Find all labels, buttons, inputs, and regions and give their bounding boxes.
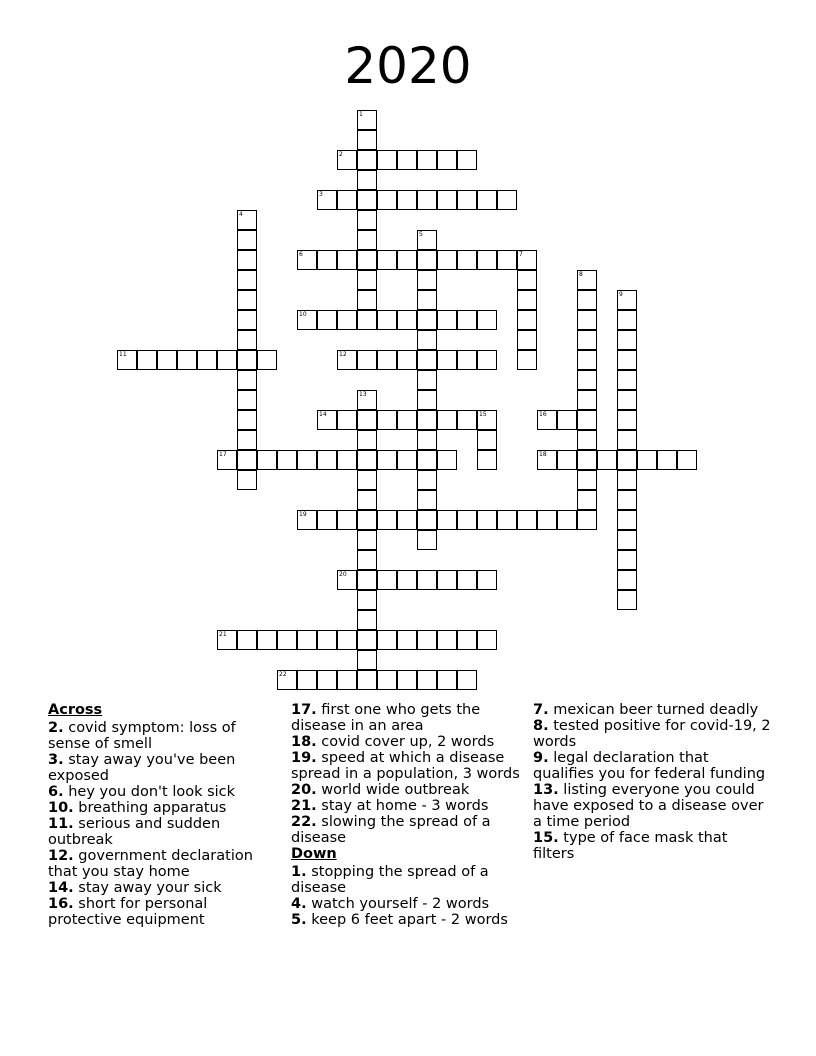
grid-cell[interactable] — [477, 350, 497, 370]
grid-cell[interactable] — [197, 350, 217, 370]
clue-across-14: 14. stay away your sick — [48, 880, 222, 896]
grid-cell[interactable] — [397, 670, 417, 690]
clue-down-7: 7. mexican beer turned deadly — [533, 702, 759, 718]
grid-cell[interactable] — [417, 410, 437, 430]
grid-cell[interactable] — [417, 510, 437, 530]
cell-number: 13 — [359, 391, 367, 398]
clue-down-13: 13. listing everyone you could have exposed to a disease over a time period — [533, 782, 764, 830]
grid-cell[interactable] — [577, 470, 597, 490]
clues-column-1 — [48, 702, 276, 928]
grid-cell[interactable] — [397, 510, 417, 530]
grid-cell[interactable] — [517, 290, 537, 310]
grid-cell[interactable] — [417, 190, 437, 210]
grid-cell[interactable] — [297, 450, 317, 470]
clue-across-3: 3. stay away you've been exposed — [48, 752, 236, 784]
grid-cell[interactable] — [257, 630, 277, 650]
grid-cell[interactable] — [397, 310, 417, 330]
grid-cell[interactable] — [337, 250, 357, 270]
grid-cell[interactable] — [237, 430, 257, 450]
grid-cell[interactable] — [437, 450, 457, 470]
grid-cell[interactable] — [437, 310, 457, 330]
grid-cell[interactable] — [617, 430, 637, 450]
grid-cell[interactable] — [377, 250, 397, 270]
cell-number: 5 — [419, 231, 423, 238]
clue-down-5: 5. keep 6 feet apart - 2 words — [291, 912, 508, 928]
grid-cell[interactable] — [457, 670, 477, 690]
grid-cell[interactable] — [357, 270, 377, 290]
grid-cell[interactable] — [477, 510, 497, 530]
grid-cell[interactable] — [437, 570, 457, 590]
cell-number: 19 — [299, 511, 307, 518]
grid-cell[interactable] — [417, 270, 437, 290]
grid-cell[interactable] — [237, 450, 257, 470]
grid-cell[interactable] — [417, 430, 437, 450]
grid-cell[interactable] — [337, 630, 357, 650]
clue-across-16: 16. short for personal protective equipment — [48, 896, 208, 928]
grid-cell[interactable] — [397, 350, 417, 370]
puzzle-title: 2020 — [344, 37, 472, 95]
cell-number: 22 — [279, 671, 287, 678]
cell-number: 1 — [359, 111, 363, 118]
grid-cell[interactable] — [277, 450, 297, 470]
grid-cell[interactable] — [357, 670, 377, 690]
grid-cell[interactable] — [117, 350, 137, 370]
grid-cell[interactable] — [517, 310, 537, 330]
grid-cell[interactable] — [417, 530, 437, 550]
grid-cell[interactable] — [457, 310, 477, 330]
grid-cell[interactable] — [377, 190, 397, 210]
grid-cell[interactable] — [477, 630, 497, 650]
grid-cell[interactable] — [397, 190, 417, 210]
grid-cell[interactable] — [617, 350, 637, 370]
grid-cell[interactable] — [457, 150, 477, 170]
grid-cell[interactable] — [357, 530, 377, 550]
grid-cell[interactable] — [437, 150, 457, 170]
grid-cell[interactable] — [317, 510, 337, 530]
grid-cell[interactable] — [397, 410, 417, 430]
clue-across-17: 17. first one who gets the disease in an area — [291, 702, 481, 734]
grid-cell[interactable] — [477, 430, 497, 450]
grid-cell[interactable] — [317, 310, 337, 330]
grid-cell[interactable] — [357, 110, 377, 130]
grid-cell[interactable] — [457, 190, 477, 210]
grid-cell[interactable] — [357, 590, 377, 610]
cell-number: 4 — [239, 211, 243, 218]
cell-number: 7 — [519, 251, 523, 258]
grid-cell[interactable] — [397, 250, 417, 270]
grid-cell[interactable] — [617, 510, 637, 530]
grid-cell[interactable] — [237, 290, 257, 310]
grid-cell[interactable] — [577, 330, 597, 350]
clue-down-8: 8. tested positive for covid-19, 2 words — [533, 718, 771, 750]
grid-cell[interactable] — [437, 250, 457, 270]
cell-number: 2 — [339, 151, 343, 158]
cell-number: 17 — [219, 451, 227, 458]
grid-cell[interactable] — [357, 350, 377, 370]
grid-cell[interactable] — [417, 370, 437, 390]
grid-cell[interactable] — [557, 450, 577, 470]
cell-number: 21 — [219, 631, 227, 638]
grid-cell[interactable] — [317, 410, 337, 430]
grid-cell[interactable] — [237, 210, 257, 230]
grid-cell[interactable] — [337, 570, 357, 590]
grid-cell[interactable] — [677, 450, 697, 470]
grid-cell[interactable] — [617, 290, 637, 310]
grid-cell[interactable] — [397, 570, 417, 590]
grid-cell[interactable] — [477, 410, 497, 430]
grid-cell[interactable] — [217, 350, 237, 370]
grid-cell[interactable] — [617, 330, 637, 350]
grid-cell[interactable] — [617, 470, 637, 490]
grid-cell[interactable] — [617, 570, 637, 590]
grid-cell[interactable] — [397, 150, 417, 170]
clue-across-20: 20. world wide outbreak — [291, 782, 470, 798]
cell-number: 9 — [619, 291, 623, 298]
grid-cell[interactable] — [437, 190, 457, 210]
grid-cell[interactable] — [157, 350, 177, 370]
grid-cell[interactable] — [357, 650, 377, 670]
down-heading: Down — [291, 846, 337, 862]
clue-across-18: 18. covid cover up, 2 words — [291, 734, 495, 750]
cell-number: 18 — [539, 451, 547, 458]
grid-cell[interactable] — [237, 230, 257, 250]
grid-cell[interactable] — [477, 250, 497, 270]
grid-cell[interactable] — [357, 610, 377, 630]
clue-across-19: 19. speed at which a disease spread in a population, 3 words — [291, 750, 520, 782]
grid-cell[interactable] — [657, 450, 677, 470]
grid-cell[interactable] — [457, 510, 477, 530]
grid-cell[interactable] — [217, 630, 237, 650]
grid-cell[interactable] — [577, 370, 597, 390]
clue-down-9: 9. legal declaration that qualifies you for federal funding — [533, 750, 766, 782]
across-heading: Across — [48, 702, 103, 718]
grid-cell[interactable] — [617, 550, 637, 570]
grid-cell[interactable] — [277, 630, 297, 650]
grid-cell[interactable] — [457, 350, 477, 370]
cell-number: 15 — [479, 411, 487, 418]
grid-cell[interactable] — [617, 410, 637, 430]
grid-cell[interactable] — [317, 250, 337, 270]
grid-cell[interactable] — [297, 670, 317, 690]
cell-number: 3 — [319, 191, 323, 198]
cell-number: 14 — [319, 411, 327, 418]
clue-across-21: 21. stay at home - 3 words — [291, 798, 489, 814]
grid-cell[interactable] — [617, 490, 637, 510]
grid-cell[interactable] — [357, 250, 377, 270]
grid-cell[interactable] — [577, 510, 597, 530]
grid-cell[interactable] — [357, 390, 377, 410]
grid-cell[interactable] — [577, 270, 597, 290]
grid-cell[interactable] — [417, 330, 437, 350]
grid-cell[interactable] — [357, 450, 377, 470]
grid-cell[interactable] — [337, 150, 357, 170]
grid-cell[interactable] — [617, 590, 637, 610]
grid-cell[interactable] — [417, 150, 437, 170]
grid-cell[interactable] — [417, 490, 437, 510]
grid-cell[interactable] — [417, 450, 437, 470]
grid-cell[interactable] — [417, 390, 437, 410]
grid-cell[interactable] — [617, 310, 637, 330]
grid-cell[interactable] — [317, 450, 337, 470]
clues-column-3 — [533, 702, 773, 862]
grid-cell[interactable] — [357, 310, 377, 330]
grid-cell[interactable] — [537, 510, 557, 530]
grid-cell[interactable] — [217, 450, 237, 470]
grid-cell[interactable] — [417, 670, 437, 690]
grid-cell[interactable] — [137, 350, 157, 370]
grid-cell[interactable] — [357, 130, 377, 150]
grid-cell[interactable] — [237, 410, 257, 430]
grid-cell[interactable] — [417, 630, 437, 650]
grid-cell[interactable] — [377, 150, 397, 170]
grid-cell[interactable] — [377, 410, 397, 430]
grid-cell[interactable] — [457, 250, 477, 270]
grid-cell[interactable] — [297, 510, 317, 530]
grid-cell[interactable] — [237, 350, 257, 370]
grid-cell[interactable] — [337, 450, 357, 470]
grid-cell[interactable] — [617, 450, 637, 470]
clue-down-1: 1. stopping the spread of a disease — [291, 864, 489, 896]
grid-cell[interactable] — [497, 250, 517, 270]
clue-across-2: 2. covid symptom: loss of sense of smell — [48, 720, 236, 752]
grid-cell[interactable] — [417, 250, 437, 270]
grid-cell[interactable] — [437, 510, 457, 530]
grid-cell[interactable] — [637, 450, 657, 470]
grid-cell[interactable] — [557, 410, 577, 430]
grid-cell[interactable] — [377, 670, 397, 690]
grid-cell[interactable] — [417, 230, 437, 250]
grid-cell[interactable] — [237, 630, 257, 650]
clue-across-11: 11. serious and sudden outbreak — [48, 816, 221, 848]
grid-cell[interactable] — [257, 450, 277, 470]
grid-cell[interactable] — [377, 350, 397, 370]
grid-cell[interactable] — [277, 670, 297, 690]
grid-cell[interactable] — [357, 290, 377, 310]
grid-cell[interactable] — [537, 410, 557, 430]
grid-cell[interactable] — [357, 170, 377, 190]
grid-cell[interactable] — [497, 510, 517, 530]
grid-cell[interactable] — [537, 450, 557, 470]
grid-cell[interactable] — [237, 330, 257, 350]
grid-cell[interactable] — [437, 670, 457, 690]
clue-down-15: 15. type of face mask that filters — [533, 830, 728, 862]
grid-cell[interactable] — [577, 390, 597, 410]
grid-cell[interactable] — [337, 190, 357, 210]
grid-cell[interactable] — [477, 570, 497, 590]
grid-cell[interactable] — [237, 370, 257, 390]
grid-cell[interactable] — [577, 290, 597, 310]
grid-cell[interactable] — [497, 190, 517, 210]
grid-cell[interactable] — [577, 430, 597, 450]
grid-cell[interactable] — [337, 670, 357, 690]
grid-cell[interactable] — [517, 250, 537, 270]
grid-cell[interactable] — [237, 470, 257, 490]
grid-cell[interactable] — [577, 410, 597, 430]
cell-number: 6 — [299, 251, 303, 258]
grid-cell[interactable] — [437, 410, 457, 430]
grid-cell[interactable] — [417, 290, 437, 310]
grid-cell[interactable] — [577, 450, 597, 470]
grid-cell[interactable] — [617, 370, 637, 390]
cell-number: 10 — [299, 311, 307, 318]
clue-across-6: 6. hey you don't look sick — [48, 784, 236, 800]
grid-cell[interactable] — [317, 630, 337, 650]
grid-cell[interactable] — [477, 310, 497, 330]
clue-across-10: 10. breathing apparatus — [48, 800, 227, 816]
grid-cell[interactable] — [357, 230, 377, 250]
grid-cell[interactable] — [437, 630, 457, 650]
grid-cell[interactable] — [477, 450, 497, 470]
clue-down-4: 4. watch yourself - 2 words — [291, 896, 490, 912]
grid-cell[interactable] — [357, 630, 377, 650]
grid-cell[interactable] — [357, 210, 377, 230]
grid-cell[interactable] — [457, 410, 477, 430]
cell-number: 16 — [539, 411, 547, 418]
grid-cell[interactable] — [597, 450, 617, 470]
grid-cell[interactable] — [337, 510, 357, 530]
grid-cell[interactable] — [357, 150, 377, 170]
clues-column-2 — [291, 702, 527, 928]
grid-cell[interactable] — [297, 630, 317, 650]
grid-cell[interactable] — [357, 550, 377, 570]
grid-cell[interactable] — [317, 190, 337, 210]
cell-number: 20 — [339, 571, 347, 578]
grid-cell[interactable] — [517, 330, 537, 350]
grid-cell[interactable] — [177, 350, 197, 370]
grid-cell[interactable] — [357, 490, 377, 510]
grid-cell[interactable] — [577, 310, 597, 330]
grid-cell[interactable] — [417, 350, 437, 370]
grid-cell[interactable] — [357, 430, 377, 450]
grid-cell[interactable] — [457, 630, 477, 650]
grid-cell[interactable] — [617, 530, 637, 550]
cell-number: 11 — [119, 351, 127, 358]
clue-across-22: 22. slowing the spread of a disease — [291, 814, 491, 846]
cell-number: 12 — [339, 351, 347, 358]
clue-across-12: 12. government declaration that you stay home — [48, 848, 253, 880]
grid-cell[interactable] — [337, 410, 357, 430]
grid-cell[interactable] — [517, 350, 537, 370]
grid-cell[interactable] — [357, 510, 377, 530]
grid-cell[interactable] — [357, 190, 377, 210]
grid-cell[interactable] — [417, 570, 437, 590]
grid-cell[interactable] — [377, 310, 397, 330]
grid-cell[interactable] — [577, 350, 597, 370]
grid-cell[interactable] — [517, 270, 537, 290]
grid-cell[interactable] — [297, 310, 317, 330]
grid-cell[interactable] — [237, 270, 257, 290]
grid-cell[interactable] — [577, 490, 597, 510]
grid-cell[interactable] — [237, 390, 257, 410]
grid-cell[interactable] — [397, 450, 417, 470]
cell-number: 8 — [579, 271, 583, 278]
grid-cell[interactable] — [457, 570, 477, 590]
grid-cell[interactable] — [337, 310, 357, 330]
grid-cell[interactable] — [377, 630, 397, 650]
grid-cell[interactable] — [357, 570, 377, 590]
grid-cell[interactable] — [377, 510, 397, 530]
grid-cell[interactable] — [417, 310, 437, 330]
grid-cell[interactable] — [237, 250, 257, 270]
grid-cell[interactable] — [237, 310, 257, 330]
grid-cell[interactable] — [357, 470, 377, 490]
grid-cell[interactable] — [397, 630, 417, 650]
grid-cell[interactable] — [617, 390, 637, 410]
grid-cell[interactable] — [317, 670, 337, 690]
grid-cell[interactable] — [417, 470, 437, 490]
grid-cell[interactable] — [257, 350, 277, 370]
grid-cell[interactable] — [337, 350, 357, 370]
grid-cell[interactable] — [377, 450, 397, 470]
grid-cell[interactable] — [437, 350, 457, 370]
grid-cell[interactable] — [557, 510, 577, 530]
grid-cell[interactable] — [357, 410, 377, 430]
grid-cell[interactable] — [377, 570, 397, 590]
grid-cell[interactable] — [477, 190, 497, 210]
grid-cell[interactable] — [517, 510, 537, 530]
grid-cell[interactable] — [297, 250, 317, 270]
